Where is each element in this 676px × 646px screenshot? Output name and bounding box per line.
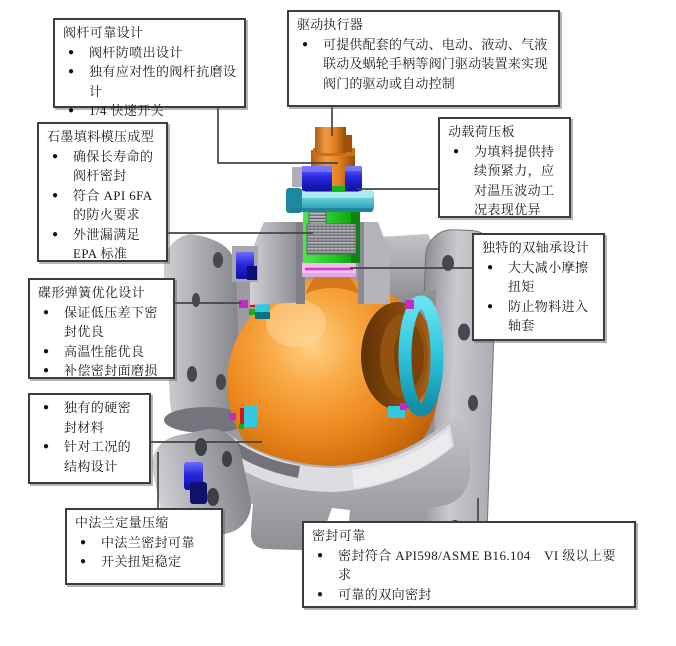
bullet-text: 保证低压差下密封优良	[64, 304, 158, 339]
bullet-dot-icon: ●	[52, 150, 59, 162]
bullet-text: 符合 API 6FA 的防火要求	[73, 187, 152, 222]
bullet-dot-icon: ●	[453, 145, 460, 157]
bullet-text: 高温性能优良	[64, 343, 145, 359]
callout-load-plate	[438, 117, 571, 218]
bullet-text: 密封符合 API598/ASME B16.104 VI 级以上要求	[338, 547, 616, 582]
callout-title: 密封可靠	[312, 528, 366, 543]
callout-hard-seal	[28, 393, 151, 484]
bullet-dot-icon: ●	[52, 228, 59, 240]
bullet-text: 外泄漏满足 EPA 标准	[73, 226, 141, 261]
list-item	[38, 437, 144, 476]
bullet-dot-icon: ●	[317, 549, 324, 561]
bullet-dot-icon: ●	[43, 441, 50, 452]
list-item	[38, 398, 144, 437]
bullet-dot-icon: ●	[43, 365, 50, 376]
list-item	[47, 147, 161, 186]
bullet-dot-icon: ●	[43, 306, 50, 318]
callout-title: 石墨填料模压成型	[47, 129, 155, 144]
bullet-text: 可提供配套的气动、电动、液动、气液联动及蜗轮手柄等阀门驱动装置来实现阀门的驱动或自动控制	[323, 36, 548, 91]
list-item	[312, 585, 629, 605]
list-item	[297, 35, 553, 94]
bullet-text: 独有应对性的阀杆抗磨设计	[89, 64, 237, 99]
callout-packing	[37, 122, 168, 262]
bullet-dot-icon: ●	[80, 556, 87, 567]
bullet-text: 开关扭矩稳定	[101, 554, 182, 569]
callout-title: 动载荷压板	[448, 124, 516, 139]
bullet-dot-icon: ●	[68, 105, 75, 116]
callout-disc-spring	[28, 278, 175, 379]
graphite-packing	[307, 224, 356, 254]
stem-top	[315, 127, 346, 153]
callout-title: 驱动执行器	[297, 17, 364, 32]
bullet-dot-icon: ●	[43, 402, 50, 413]
bullet-dot-icon: ●	[487, 261, 494, 273]
bullet-dot-icon: ●	[302, 38, 309, 50]
list-item	[75, 552, 216, 572]
bullet-text: 确保长寿命的阀杆密封	[73, 148, 154, 183]
list-item	[38, 342, 168, 362]
callout-actuator	[287, 10, 560, 107]
bullet-text: 1/4 快速开关	[89, 103, 165, 118]
bullet-text: 为填料提供持续预紧力，应对温压波动工况表现优异	[474, 143, 555, 217]
callout-title: 独特的双轴承设计	[482, 240, 590, 255]
callout-title: 阀杆可靠设计	[63, 25, 144, 40]
bullet-text: 中法兰密封可靠	[101, 534, 195, 550]
list-item	[482, 297, 598, 336]
list-item	[482, 258, 598, 297]
bullet-dot-icon: ●	[43, 345, 50, 357]
bullet-dot-icon: ●	[68, 46, 75, 58]
bullet-text: 防止物料进入轴套	[508, 298, 589, 333]
bullet-text: 补偿密封面磨损	[64, 363, 158, 378]
callout-title: 中法兰定量压缩	[75, 515, 169, 530]
callout-seal-reliable	[302, 521, 636, 608]
bullet-text: 可靠的双向密封	[338, 586, 432, 602]
list-item	[448, 142, 564, 220]
list-item	[38, 361, 168, 381]
list-item	[63, 43, 239, 63]
bullet-dot-icon: ●	[68, 66, 75, 77]
bullet-text: 阀杆防喷出设计	[89, 44, 183, 60]
bullet-dot-icon: ●	[487, 300, 494, 312]
list-item	[63, 62, 239, 101]
bullet-dot-icon: ●	[80, 536, 87, 548]
callout-mid-flange	[65, 508, 223, 585]
seal-detail-magenta	[405, 300, 414, 309]
bullet-dot-icon: ●	[317, 588, 324, 600]
list-item	[75, 533, 216, 553]
callout-title: 碟形弹簧优化设计	[38, 285, 146, 300]
list-item	[312, 546, 629, 585]
list-item	[38, 303, 168, 342]
bullet-text: 大大减小摩擦扭矩	[508, 259, 589, 294]
bullet-text: 针对工况的结构设计	[64, 439, 132, 474]
callout-stem-design	[53, 18, 246, 118]
bullet-text: 独有的硬密封材料	[64, 400, 132, 435]
bullet-dot-icon: ●	[52, 189, 59, 201]
list-item	[47, 225, 161, 264]
list-item	[47, 186, 161, 225]
callout-bearing	[472, 233, 605, 341]
list-item	[63, 101, 239, 121]
